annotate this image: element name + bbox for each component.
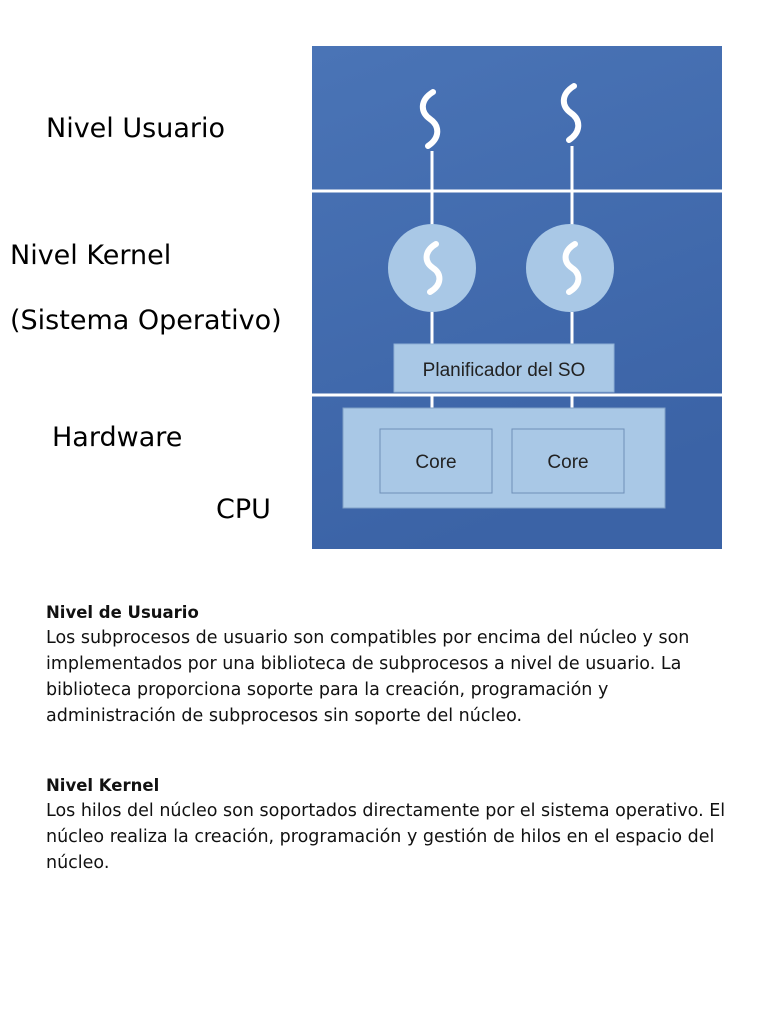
label-operating-system: (Sistema Operativo) [10,305,282,336]
section-user-level [46,601,736,729]
section-heading: Nivel Kernel [46,776,160,795]
label-kernel-level: Nivel Kernel [10,240,172,271]
section-heading: Nivel de Usuario [46,603,199,622]
threading-diagram [312,46,722,549]
scheduler-label: Planificador del SO [422,360,586,381]
label-cpu: CPU [216,494,271,525]
section-body: Los hilos del núcleo son soportados directamente por el sistema operativo. El núcleo realiza la creación, programación y gestión de hilos en el espacio del núcleo. [46,801,726,873]
section-body: Los subprocesos de usuario son compatibles por encima del núcleo y son implementados por una biblioteca de subprocesos a nivel de usuario. La biblioteca proporciona soporte para la creación, programación y administración de subprocesos sin soporte del núcleo. [46,628,690,726]
section-kernel-level [46,774,736,876]
label-hardware: Hardware [52,422,183,453]
core-label: Core [547,452,589,473]
label-user-level: Nivel Usuario [46,113,225,144]
core-label: Core [415,452,457,473]
